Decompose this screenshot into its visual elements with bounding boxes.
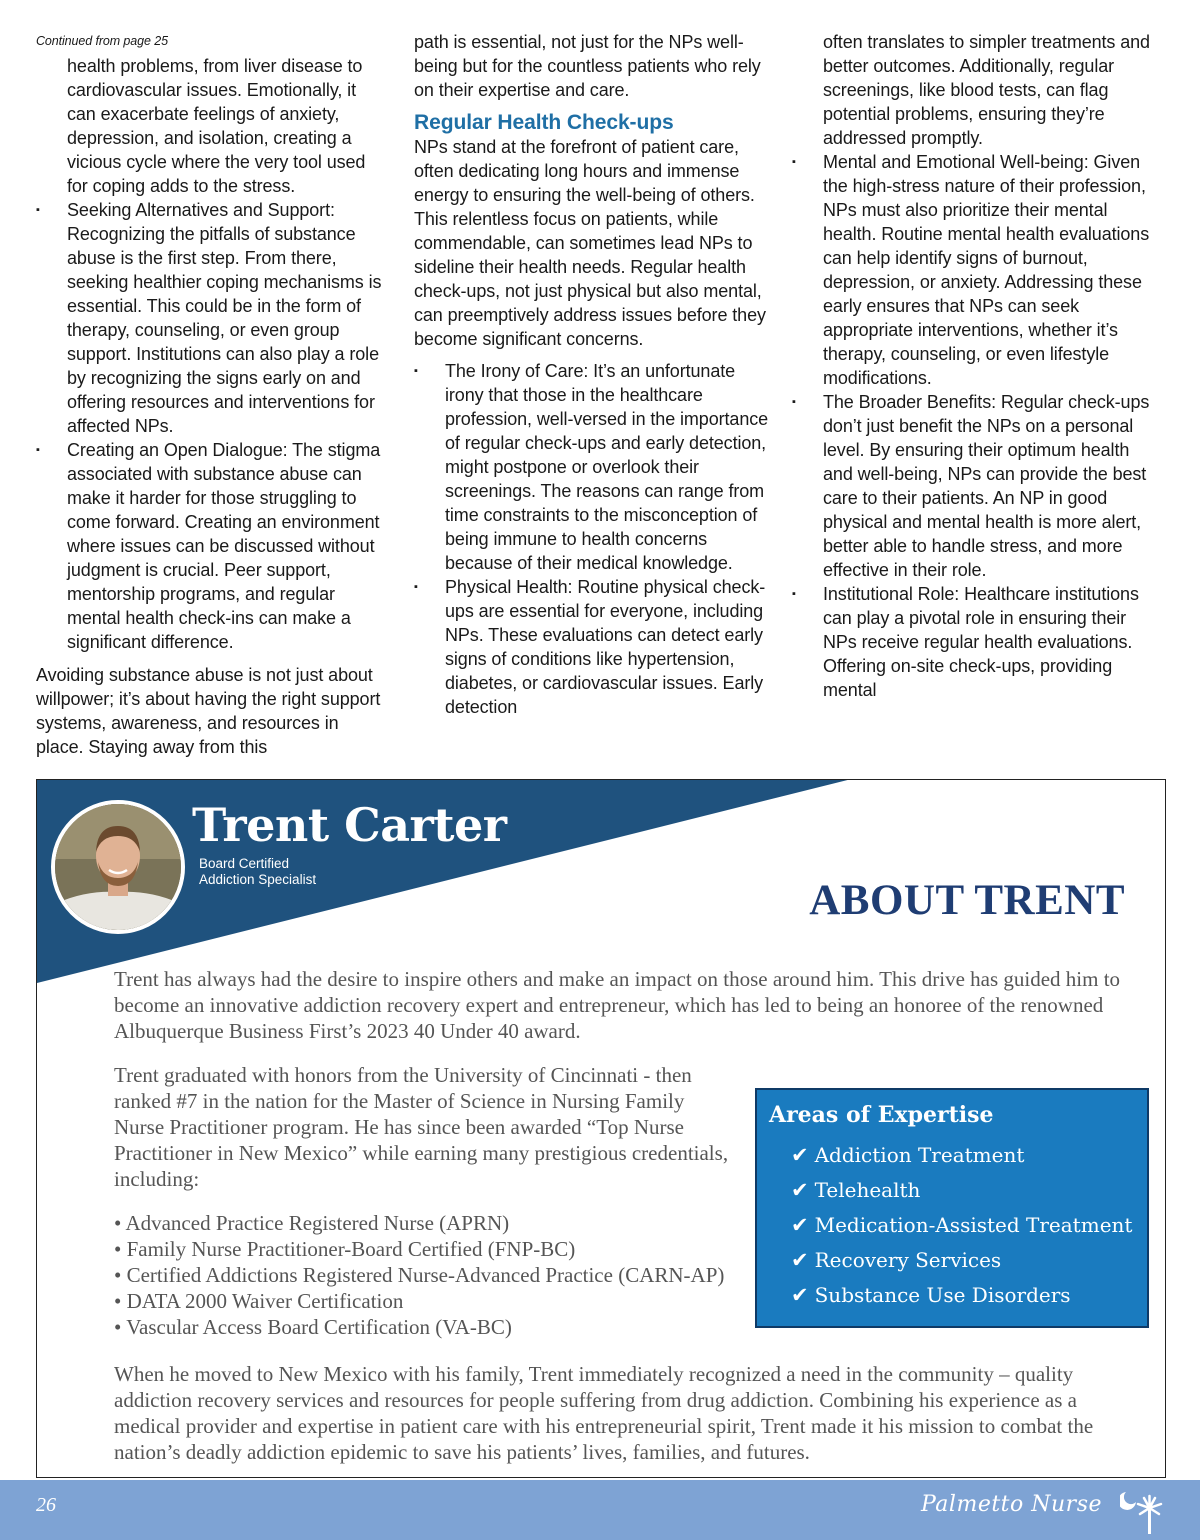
credential-line: Board Certified: [199, 856, 290, 871]
list-item: ▪ Institutional Role: Healthcare institutions can play a pivotal role in ensuring their NPs receive regular health evaluations. Offering on-site check-ups, providing mental: [792, 582, 1152, 702]
expertise-item: Recovery Services: [814, 1248, 1002, 1272]
section-intro: NPs stand at the forefront of patient care, often dedicating long hours and immense energy to ensuring the well-being of others. This relentless focus on patients, while commendable, can sometimes lead NPs to sideline their health needs. Regular health check-ups, not just physical but also mental, can preemptively address issues before they become significant concerns.: [414, 137, 766, 349]
expertise-list: [769, 1138, 1135, 1313]
list-item: ▪ Mental and Emotional Well-being: Given the high-stress nature of their profession, NPs must also prioritize their mental health. Routine mental health evaluations can help identify signs of burnout, depression, or anxiety. Addressing these early ensures that NPs can seek appropriate interventions, whether it’s therapy, counseling, or even lifestyle modifications.: [792, 150, 1152, 390]
about-title: ABOUT TRENT: [809, 877, 1125, 924]
list-item: [791, 1243, 1135, 1278]
checkmark-icon: ✔: [791, 1178, 809, 1202]
column-1-bullets: [36, 198, 386, 654]
expertise-item: Telehealth: [814, 1178, 921, 1202]
palmetto-moon-icon: [1120, 1486, 1170, 1536]
list-item: ▪ The Irony of Care: It’s an unfortunate irony that those in the healthcare profession, well-versed in the importance of regular check-ups and early detection, might postpone or overlook their screenings. The reasons can range from time constraints to the misconception of being immune to health concerns because of their medical knowledge.: [414, 359, 774, 575]
checkmark-icon: ✔: [791, 1143, 809, 1167]
avatar: [51, 800, 185, 934]
list-item: • Family Nurse Practitioner-Board Certified (FNP-BC): [114, 1237, 576, 1261]
checkmark-icon: ✔: [791, 1248, 809, 1272]
column-2-bullets: [414, 359, 774, 719]
list-item: ▪ Creating an Open Dialogue: The stigma associated with substance abuse can make it harder for those struggling to come forward. Creating an environment where issues can be discussed without judgment is crucial. Peer support, mentorship programs, and regular mental health check-ins can make a significant difference.: [36, 438, 386, 654]
expertise-box: [755, 1088, 1149, 1328]
about-paragraph-3: When he moved to New Mexico with his family, Trent immediately recognized a need in the community – quality addiction recovery services and resources for people suffering from drug addiction. Combining his experience as a medical provider and expertise in patient care with his entrepreneurial spirit, Trent made it his mission to combat the nation’s deadly addiction epidemic to save his patients’ lives, families, and futures.: [114, 1362, 1094, 1464]
about-paragraph-2: Trent graduated with honors from the University of Cincinnati - then ranked #7 in the nation for the Master of Science in Nursing Family Nurse Practitioner program. He has since been awarded “Top Nurse Practitioner in New Mexico” while earning many prestigious credentials, including:: [114, 1063, 729, 1191]
expertise-item: Medication-Assisted Treatment: [814, 1213, 1133, 1237]
column-3-bullets: [792, 150, 1152, 702]
profile-name: Trent Carter: [192, 798, 507, 852]
column-2-lead: path is essential, not just for the NPs well-being but for the countless patients who rely on their expertise and care.: [414, 32, 761, 100]
section-heading: Regular Health Check-ups: [414, 111, 674, 134]
column-1-closing: Avoiding substance abuse is not just about willpower; it’s about having the right support systems, awareness, and resources in place. Staying away from this: [36, 665, 381, 757]
list-item: • DATA 2000 Waiver Certification: [114, 1289, 404, 1313]
checkmark-icon: ✔: [791, 1283, 809, 1307]
checkmark-icon: ✔: [791, 1213, 809, 1237]
list-item: ▪ Physical Health: Routine physical check-ups are essential for everyone, including NPs. These evaluations can detect early signs of conditions like hypertension, diabetes, or cardiovascular issues. Early detection: [414, 575, 774, 719]
credentials-list: [114, 1210, 794, 1340]
credential-line: Addiction Specialist: [199, 872, 317, 887]
article-column-1: [36, 30, 386, 759]
list-item: [791, 1208, 1135, 1243]
article-column-2: [414, 30, 774, 719]
expertise-item: Addiction Treatment: [814, 1143, 1025, 1167]
list-item: [791, 1278, 1135, 1313]
list-item: [791, 1138, 1135, 1173]
profile-box: [36, 779, 1166, 1478]
list-item: • Vascular Access Board Certification (VA-BC): [114, 1315, 512, 1339]
expertise-title: Areas of Expertise: [769, 1102, 994, 1128]
publication-name: Palmetto Nurse: [920, 1492, 1102, 1517]
list-item: ▪ The Broader Benefits: Regular check-ups don’t just benefit the NPs on a personal level. By ensuring their optimum health and well-being, NPs can provide the best care to their patients. An NP in good physical and mental health is more alert, better able to handle stress, and more effective in their role.: [792, 390, 1152, 582]
expertise-item: Substance Use Disorders: [814, 1283, 1071, 1307]
list-item: [791, 1173, 1135, 1208]
article-column-3: [792, 30, 1152, 702]
list-item: • Certified Addictions Registered Nurse-Advanced Practice (CARN-AP): [114, 1263, 725, 1287]
profile-credential: [199, 856, 316, 888]
page-number: 26: [36, 1494, 56, 1516]
column-3-lead: often translates to simpler treatments and better outcomes. Additionally, regular screenings, like blood tests, can flag potential problems, ensuring they’re addressed promptly.: [823, 32, 1150, 148]
page-footer: [0, 1480, 1200, 1540]
list-item: ▪ Seeking Alternatives and Support: Recognizing the pitfalls of substance abuse is the first step. From there, seeking healthier coping mechanisms is essential. This could be in the form of therapy, counseling, or even group support. Institutions can also play a role by recognizing the signs early on and offering resources and interventions for affected NPs.: [36, 198, 386, 438]
about-paragraph-1: Trent has always had the desire to inspire others and make an impact on those around him. This drive has guided him to become an innovative addiction recovery expert and entrepreneur, which has led to being an honoree of the renowned Albuquerque Business First’s 2023 40 Under 40 award.: [114, 967, 1121, 1043]
list-item: • Advanced Practice Registered Nurse (APRN): [114, 1211, 510, 1235]
continued-note: Continued from page 25: [36, 34, 168, 48]
column-1-lead: health problems, from liver disease to cardiovascular issues. Emotionally, it can exacerbate feelings of anxiety, depression, and isolation, creating a vicious cycle where the very tool used for coping adds to the stress.: [67, 56, 366, 196]
